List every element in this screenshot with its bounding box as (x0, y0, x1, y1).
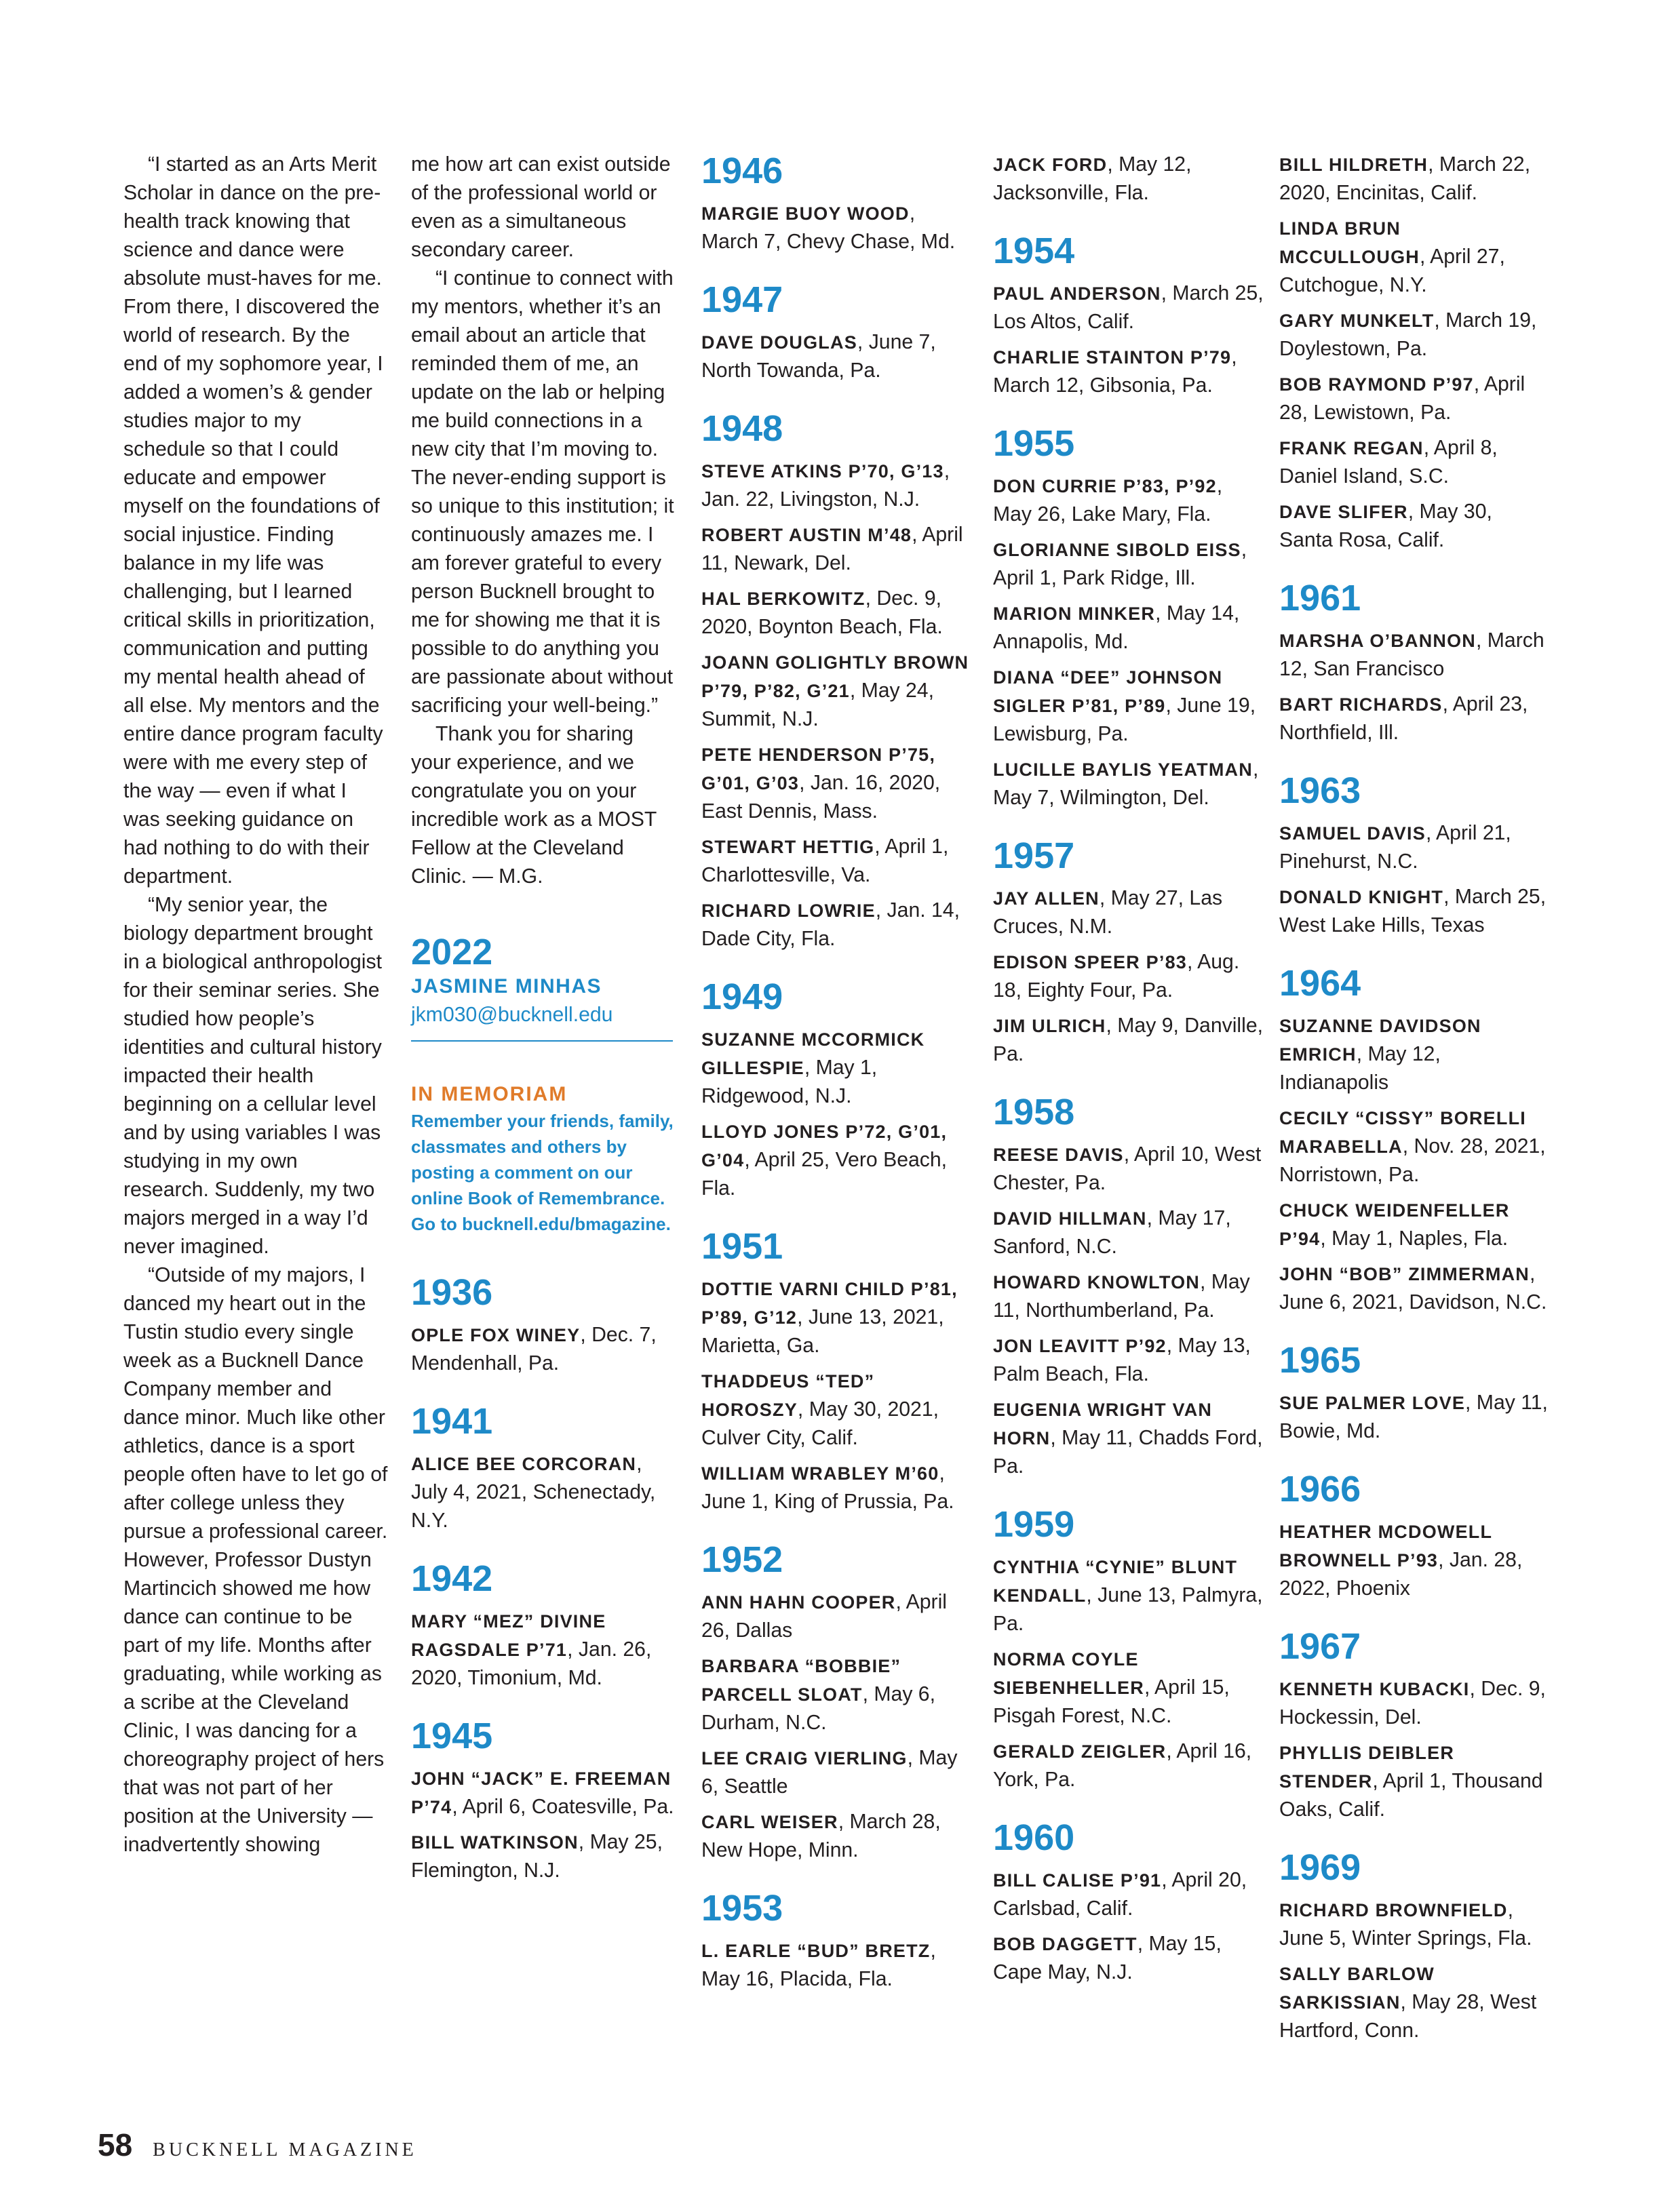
obituary-name: HEATHER MCDOWELL BROWNELL P’93 (1279, 1522, 1492, 1571)
obituary-name: LLOYD JONES P’72, G’01, G’04 (701, 1122, 948, 1170)
obituary-name: BILL HILDRETH (1279, 155, 1428, 175)
obituary-name: GERALD ZEIGLER (993, 1741, 1167, 1762)
obituary-details: , April 16, York, Pa. (993, 1740, 1252, 1791)
obituary-details: , April 10, West Chester, Pa. (993, 1143, 1262, 1194)
obituary-name: LUCILLE BAYLIS YEATMAN (993, 759, 1253, 780)
obituary-name: JIM ULRICH (993, 1016, 1106, 1036)
obituary-entry (701, 896, 973, 953)
obituary-name: ALICE BEE CORCORAN (411, 1454, 637, 1474)
obituary-details: , June 1, King of Prussia, Pa. (701, 1462, 954, 1513)
obituary-entry (1279, 1012, 1551, 1097)
obituary-name: STEWART HETTIG (701, 837, 875, 857)
obituary-details: , May 1, Naples, Fla. (1320, 1227, 1509, 1250)
obituary-details: , March 25, West Lake Hills, Texas (1279, 886, 1547, 936)
obituary-details: , April 8, Daniel Island, S.C. (1279, 437, 1498, 488)
article-paragraph: “Outside of my majors, I danced my heart out in the Tustin studio every single week as a Bucknell Dance Company member and dance minor. Much like other athletics, dance is a sport people often have to let go of after college unless they pursue a professional career. However, Professor Dustyn Martincich showed me how dance can continue to be part of my life. Months after graduating, while working as a scribe at the Cleveland Clinic, I was dancing for a choreography project of hers that was not part of her position at the University — inadvertently showing (123, 1264, 388, 1856)
obituary-column-3 (701, 151, 973, 2000)
obituary-entry (993, 343, 1264, 400)
obituary-entry (993, 1553, 1264, 1638)
obituary-name: BOB RAYMOND P’97 (1279, 374, 1474, 395)
obituary-entry (701, 1459, 973, 1516)
obituary-name: JOANN GOLIGHTLY BROWN P’79, P’82, G’21 (701, 652, 969, 701)
obituary-name: BOB DAGGETT (993, 1934, 1137, 1954)
obituary-list (411, 1272, 676, 1885)
obituary-entry (993, 1866, 1264, 1923)
obituary-name: MARY “MEZ” DIVINE RAGSDALE P’71 (411, 1611, 606, 1660)
obituary-name: L. EARLE “BUD” BRETZ (701, 1941, 931, 1961)
obituary-entry (993, 599, 1264, 656)
obituary-details: , May 30, 2021, Culver City, Calif. (701, 1398, 939, 1449)
obituary-details: , April 21, Pinehurst, N.C. (1279, 822, 1511, 873)
obituary-entry (411, 1607, 676, 1693)
class-year-heading: 1966 (1279, 1469, 1361, 1509)
obituary-name: ANN HAHN COOPER (701, 1592, 896, 1613)
obituary-entry (1279, 434, 1551, 491)
obituary-name: CHUCK WEIDENFELLER P’94 (1279, 1200, 1510, 1249)
obituary-details: , May 6, Durham, N.C. (701, 1683, 935, 1734)
obituary-entry (993, 884, 1264, 941)
obituary-entry (1279, 1196, 1551, 1253)
obituary-details: , May 15, Cape May, N.J. (993, 1933, 1222, 1983)
obituary-details: , Jan. 16, 2020, East Dennis, Mass. (701, 772, 941, 823)
class-year-heading: 1936 (411, 1272, 493, 1313)
class-year-heading: 1941 (411, 1401, 493, 1442)
obituary-name: EUGENIA WRIGHT VAN HORN (993, 1400, 1213, 1448)
class-year-heading: 1955 (993, 423, 1075, 464)
obituary-details: , May 26, Lake Mary, Fla. (993, 475, 1223, 526)
obituary-details: , May 13, Palm Beach, Fla. (993, 1335, 1251, 1385)
obituary-details: , March 22, 2020, Encinitas, Calif. (1279, 153, 1531, 204)
obituary-details: , July 4, 2021, Schenectady, N.Y. (411, 1453, 656, 1532)
obituary-entry (411, 1764, 676, 1821)
article-paragraph: “I continue to connect with my mentors, whether it’s an email about an article that reminded them of me, an update on the lab or helping me build connections in a new city that I’m moving to. The never-ending support is so unique to this institution; it continuously amazes me. I am forever grateful to every person Bucknell brought to me for showing me that it is possible to do anything you are passionate about without sacrificing your well-being.” (411, 267, 674, 717)
obituary-details: , May 11, Bowie, Md. (1279, 1391, 1548, 1442)
obituary-details: , June 7, North Towanda, Pa. (701, 331, 936, 382)
obituary-entry (993, 1332, 1264, 1389)
obituary-details: , Jan. 26, 2020, Timonium, Md. (411, 1638, 652, 1689)
obituary-name: JAY ALLEN (993, 888, 1100, 909)
obituary-details: , June 5, Winter Springs, Fla. (1279, 1899, 1532, 1950)
obituary-entry (701, 328, 973, 385)
class-year-heading: 1967 (1279, 1626, 1361, 1667)
obituary-details: , Dec. 9, 2020, Boynton Beach, Fla. (701, 587, 943, 638)
obituary-name: EDISON SPEER P’83 (993, 952, 1187, 972)
obituary-entry (993, 1012, 1264, 1069)
class-year-heading: 1942 (411, 1558, 493, 1599)
obituary-details: , June 13, 2021, Marietta, Ga. (701, 1306, 944, 1357)
class-year-heading: 1960 (993, 1817, 1075, 1858)
obituary-entry (411, 1450, 676, 1535)
obituary-entry (1279, 1675, 1551, 1732)
obituary-details: , April 25, Vero Beach, Fla. (701, 1149, 948, 1200)
obituary-details: , April 15, Pisgah Forest, N.C. (993, 1676, 1230, 1727)
obituary-entry (993, 755, 1264, 812)
obituary-details: , March 12, San Francisco (1279, 629, 1544, 680)
obituary-name: REESE DAVIS (993, 1145, 1124, 1165)
obituary-details: , April 20, Carlsbad, Calif. (993, 1869, 1247, 1920)
obituary-entry (993, 151, 1264, 208)
obituary-entry (993, 1204, 1264, 1261)
article-continuation (411, 151, 676, 891)
obituary-entry (993, 472, 1264, 529)
obituary-details: , May 28, West Hartford, Conn. (1279, 1991, 1537, 2042)
obituary-entry (701, 521, 973, 578)
obituary-name: OPLE FOX WINEY (411, 1325, 581, 1345)
obituary-name: DONALD KNIGHT (1279, 887, 1444, 907)
obituary-name: JON LEAVITT P’92 (993, 1336, 1167, 1356)
obituary-entry (993, 1396, 1264, 1481)
obituary-entry (701, 1588, 973, 1645)
obituary-name: SUE PALMER LOVE (1279, 1393, 1466, 1413)
obituary-details: , April 26, Dallas (701, 1591, 948, 1642)
obituary-name: NORMA COYLE SIEBENHELLER (993, 1649, 1144, 1698)
class-year-heading: 1961 (1279, 578, 1361, 618)
obituary-details: , March 12, Gibsonia, Pa. (993, 346, 1237, 397)
obituary-name: CARL WEISER (701, 1812, 838, 1832)
obituary-details: , April 23, Northfield, Ill. (1279, 693, 1528, 744)
obituary-column-5 (1279, 151, 1551, 2052)
obituary-name: MARGIE BUOY WOOD (701, 203, 910, 224)
obituary-name: GLORIANNE SIBOLD EISS (993, 540, 1241, 560)
obituary-entry (411, 1321, 676, 1378)
magazine-name: BUCKNELL MAGAZINE (153, 2139, 417, 2160)
obituary-details: , March 28, New Hope, Minn. (701, 1811, 941, 1861)
class-year-heading: 1957 (993, 835, 1075, 876)
class-2022-block (411, 932, 676, 1042)
obituary-entry (1279, 1389, 1551, 1446)
article-column-2 (411, 151, 676, 1892)
obituary-entry (1279, 690, 1551, 747)
obituary-entry (993, 663, 1264, 749)
obituary-details: , Dec. 7, Mendenhall, Pa. (411, 1324, 657, 1375)
obituary-details: , Aug. 18, Eighty Four, Pa. (993, 951, 1240, 1002)
in-memoriam-title: IN MEMORIAM (411, 1083, 568, 1105)
obituary-name: CYNTHIA “CYNIE” BLUNT KENDALL (993, 1557, 1238, 1606)
obituary-entry (993, 948, 1264, 1005)
obituary-entry (701, 1937, 973, 1994)
obituary-details: , May 11, Chadds Ford, Pa. (993, 1427, 1263, 1478)
section-divider (411, 1040, 673, 1042)
obituary-details: , May 1, Ridgewood, N.J. (701, 1056, 878, 1107)
obituary-name: CECILY “CISSY” BORELLI MARABELLA (1279, 1108, 1526, 1157)
class-year-heading: 1953 (701, 1888, 783, 1929)
class-year-heading: 2022 (411, 932, 493, 972)
obituary-name: SAMUEL DAVIS (1279, 823, 1426, 844)
obituary-details: , May 16, Placida, Fla. (701, 1939, 936, 1990)
obituary-name: THADDEUS “TED” HOROSZY (701, 1371, 875, 1420)
obituary-details: , May 14, Annapolis, Md. (993, 602, 1240, 653)
obituary-entry (701, 1652, 973, 1737)
obituary-entry (1279, 498, 1551, 555)
obituary-entry (993, 1930, 1264, 1987)
obituary-name: SALLY BARLOW SARKISSIAN (1279, 1964, 1435, 2013)
obituary-name: MARSHA O’BANNON (1279, 631, 1476, 651)
obituary-details: , Jan. 14, Dade City, Fla. (701, 899, 960, 950)
obituary-details: , June 13, Palmyra, Pa. (993, 1584, 1263, 1635)
class-year-heading: 1959 (993, 1504, 1075, 1545)
article-paragraph: me how art can exist outside of the professional world or even as a simultaneous secondary career. (411, 153, 671, 261)
obituary-entry (993, 1737, 1264, 1794)
obituary-name: DAVE SLIFER (1279, 502, 1408, 522)
obituary-details: , April 1, Charlottesville, Va. (701, 835, 949, 886)
obituary-details: , June 6, 2021, Davidson, N.C. (1279, 1263, 1547, 1314)
obituary-entry (993, 1645, 1264, 1731)
obituary-entry (1279, 883, 1551, 940)
article-paragraph: “I started as an Arts Merit Scholar in dance on the pre-health track knowing that science and dance were absolute must-haves for me. From there, I discovered the world of research. By the end of my sophomore year, I added a women’s & gender studies major to my schedule so that I could educate and empower myself on the foundations of social injustice. Finding balance in my life was challenging, but I learned critical skills in prioritization, communication and putting my mental health ahead of all else. My mentors and the entire dance program faculty were with me every step of the way — even if what I was seeking guidance on had nothing to do with their department. (123, 153, 383, 888)
obituary-name: WILLIAM WRABLEY M’60 (701, 1463, 939, 1484)
obituary-details: , May 9, Danville, Pa. (993, 1014, 1264, 1065)
obituary-name: JACK FORD (993, 155, 1108, 175)
article-paragraph: Thank you for sharing your experience, and we congratulate you on your incredible work as a MOST Fellow at the Cleveland Clinic. — M.G. (411, 723, 657, 888)
obituary-entry (1279, 307, 1551, 363)
obituary-name: FRANK REGAN (1279, 438, 1424, 458)
obituary-entry (701, 199, 973, 256)
obituary-name: KENNETH KUBACKI (1279, 1679, 1470, 1699)
obituary-entry (701, 1025, 973, 1111)
obituary-name: HAL BERKOWITZ (701, 589, 866, 609)
obituary-entry (701, 833, 973, 890)
obituary-details: , May 24, Summit, N.J. (701, 679, 934, 730)
in-memoriam-description: Remember your friends, family, classmates and others by posting a comment on our online Book of Remembrance. Go to bucknell.edu/bmagazine. (411, 1111, 674, 1234)
obituary-name: PAUL ANDERSON (993, 283, 1161, 304)
obituary-entry (701, 1744, 973, 1801)
class-year-heading: 1965 (1279, 1340, 1361, 1381)
obituary-name: LINDA BRUN MCCULLOUGH (1279, 218, 1420, 267)
in-memoriam-intro (411, 1081, 676, 1237)
obituary-name: PHYLLIS DEIBLER STENDER (1279, 1743, 1455, 1792)
obituary-details: , March 25, Los Altos, Calif. (993, 282, 1264, 333)
obituary-details: , March 7, Chevy Chase, Md. (701, 202, 956, 253)
obituary-name: RICHARD LOWRIE (701, 901, 876, 921)
obituary-details: , May 12, Indianapolis (1279, 1043, 1441, 1094)
obituary-entry (411, 1828, 676, 1885)
article-column-1 (123, 151, 388, 1859)
class-year-heading: 1952 (701, 1539, 783, 1580)
obituary-name: GARY MUNKELT (1279, 311, 1435, 331)
obituary-details: , April 6, Coatesville, Pa. (452, 1796, 674, 1818)
obituary-entry (1279, 1896, 1551, 1953)
class-year-heading: 1949 (701, 976, 783, 1017)
obituary-entry (993, 279, 1264, 336)
obituary-entry (1279, 1739, 1551, 1824)
obituary-column-4 (993, 151, 1264, 1994)
obituary-entry (993, 1141, 1264, 1198)
obituary-entry (701, 1367, 973, 1453)
obituary-details: , May 17, Sanford, N.C. (993, 1207, 1231, 1258)
obituary-name: JOHN “JACK” E. FREEMAN P’74 (411, 1769, 672, 1817)
class-year-heading: 1947 (701, 279, 783, 320)
obituary-details: , April 1, Thousand Oaks, Calif. (1279, 1770, 1543, 1821)
obituary-entry (701, 457, 973, 514)
obituary-details: , May 11, Northumberland, Pa. (993, 1271, 1250, 1322)
obituary-details: , Nov. 28, 2021, Norristown, Pa. (1279, 1135, 1546, 1186)
obituary-entry (1279, 214, 1551, 300)
obituary-name: HOWARD KNOWLTON (993, 1272, 1200, 1292)
obituary-entry (701, 585, 973, 641)
obituary-details: , Dec. 9, Hockessin, Del. (1279, 1678, 1546, 1729)
obituary-name: SUZANNE DAVIDSON EMRICH (1279, 1016, 1481, 1065)
class-year-heading: 1948 (701, 408, 783, 449)
obituary-name: BARBARA “BOBBIE” PARCELL SLOAT (701, 1656, 901, 1705)
class-year-heading: 1945 (411, 1716, 493, 1756)
obituary-entry (993, 1268, 1264, 1325)
obituary-entry (701, 1118, 973, 1203)
class-year-heading: 1969 (1279, 1847, 1361, 1888)
obituary-name: DOTTIE VARNI CHILD P’81, P’89, G’12 (701, 1279, 958, 1328)
obituary-entry (1279, 819, 1551, 876)
obituary-entry (701, 740, 973, 826)
obituary-details: , April 27, Cutchogue, N.Y. (1279, 245, 1505, 296)
obituary-entry (1279, 370, 1551, 427)
class-year-heading: 1951 (701, 1226, 783, 1267)
obituary-details: , April 28, Lewistown, Pa. (1279, 373, 1525, 424)
article-paragraph: “My senior year, the biology department brought in a biological anthropologist for their seminar series. She studied how people’s identities and cultural history impacted their health beginning on a cellular level and by using variables I was studying in my own research. Suddenly, my two majors merged in a way I’d never imagined. (123, 894, 382, 1258)
obituary-entry (1279, 1960, 1551, 2045)
obituary-name: PETE HENDERSON P’75, G’01, G’03 (701, 745, 936, 793)
obituary-name: CHARLIE STAINTON P’79 (993, 347, 1232, 368)
obituary-entry (1279, 1104, 1551, 1189)
obituary-name: BILL WATKINSON (411, 1832, 579, 1853)
obituary-details: , April 1, Park Ridge, Ill. (993, 538, 1247, 589)
class-year-heading: 1964 (1279, 963, 1361, 1004)
obituary-entry (701, 1808, 973, 1865)
obituary-name: RICHARD BROWNFIELD (1279, 1900, 1508, 1920)
obituary-details: , May 25, Flemington, N.J. (411, 1831, 663, 1882)
obituary-name: DIANA “DEE” JOHNSON SIGLER P’81, P’89 (993, 667, 1223, 716)
obituary-entry (1279, 151, 1551, 208)
class-correspondent-email[interactable]: jkm030@bucknell.edu (411, 1004, 613, 1026)
class-correspondent-name: JASMINE MINHAS (411, 975, 602, 998)
obituary-name: MARION MINKER (993, 604, 1156, 624)
obituary-details: , May 30, Santa Rosa, Calif. (1279, 500, 1492, 551)
obituary-name: ROBERT AUSTIN M’48 (701, 525, 912, 545)
obituary-name: DON CURRIE P’83, P’92 (993, 476, 1217, 496)
obituary-details: , May 7, Wilmington, Del. (993, 758, 1259, 809)
obituary-name: STEVE ATKINS P’70, G’13 (701, 461, 944, 481)
obituary-details: , June 19, Lewisburg, Pa. (993, 694, 1256, 745)
obituary-name: DAVE DOUGLAS (701, 332, 857, 353)
obituary-name: DAVID HILLMAN (993, 1208, 1147, 1229)
obituary-entry (993, 536, 1264, 593)
page-footer (98, 2127, 417, 2163)
obituary-details: , April 11, Newark, Del. (701, 524, 963, 574)
class-year-heading: 1958 (993, 1092, 1075, 1132)
page-number: 58 (98, 2127, 133, 2162)
obituary-details: , May 27, Las Cruces, N.M. (993, 887, 1223, 938)
class-year-heading: 1946 (701, 151, 783, 191)
obituary-entry (1279, 627, 1551, 684)
obituary-name: LEE CRAIG VIERLING (701, 1748, 908, 1769)
class-year-heading: 1954 (993, 231, 1075, 271)
obituary-details: , Jan. 28, 2022, Phoenix (1279, 1549, 1523, 1600)
obituary-entry (1279, 1518, 1551, 1603)
obituary-name: BART RICHARDS (1279, 694, 1443, 715)
obituary-name: BILL CALISE P’91 (993, 1870, 1162, 1891)
obituary-details: , May 6, Seattle (701, 1747, 958, 1798)
obituary-details: , May 12, Jacksonville, Fla. (993, 153, 1192, 204)
obituary-entry (701, 1275, 973, 1360)
obituary-name: JOHN “BOB” ZIMMERMAN (1279, 1264, 1530, 1284)
obituary-details: , March 19, Doylestown, Pa. (1279, 309, 1537, 360)
obituary-details: , Jan. 22, Livingston, N.J. (701, 460, 950, 511)
obituary-entry (701, 648, 973, 734)
class-year-heading: 1963 (1279, 770, 1361, 811)
obituary-name: SUZANNE MCCORMICK GILLESPIE (701, 1029, 925, 1078)
obituary-entry (1279, 1260, 1551, 1317)
